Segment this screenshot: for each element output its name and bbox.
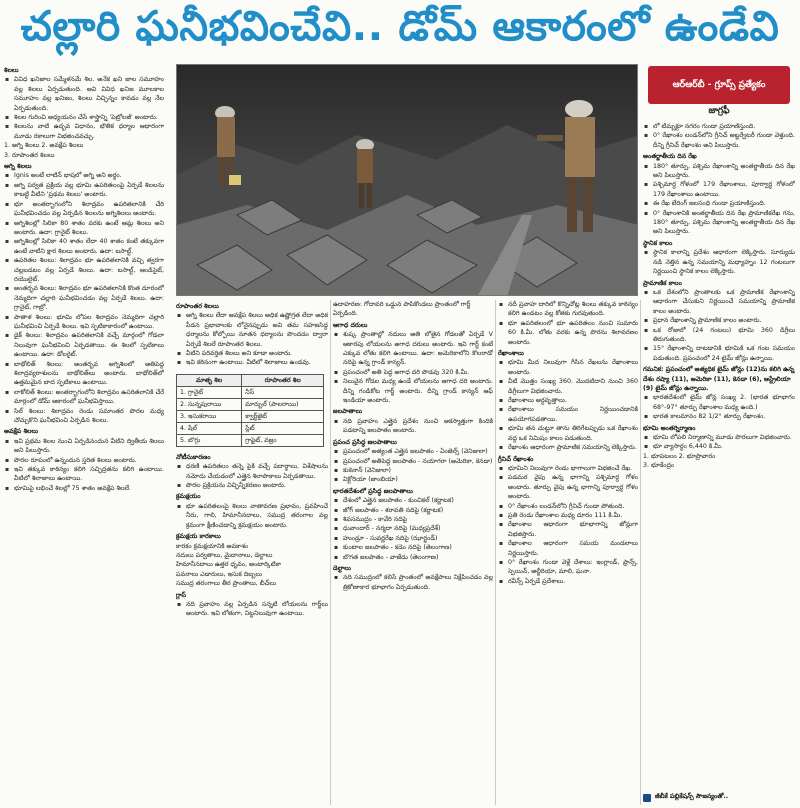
section-heading: ప్రామాణిక కాలం [643,279,682,287]
paragraph: ▪ వీటి మొత్తం సంఖ్య 360. మొదటిదాని నుంచి 360 డిగ్రీలుగా విభజించారు. [498,377,638,396]
table-header: మాతృ శిల [177,374,242,386]
credit-text: జీబీకే పబ్లికేషన్స్ సౌజన్యంతో.. [655,793,729,800]
table-row [177,398,324,410]
table-row [177,410,324,422]
paragraph: ▪ రవీన్స్ ఏర్పడే ప్రదేశాలు. [498,577,638,586]
paragraph: ▪ భూ ఉపరితలంపై శిలలు వాతావరణ ప్రభావం, ప్రవహించే నీరు, గాలి, హిమానీనదాలు, సముద్ర తరంగాల వల్ల క్రమంగా క్షీణించడాన్ని క్రమక్షయం అంటారు. [176,502,328,530]
paragraph: ▪ దేశంలో ఎత్తైన జలపాతం - కుంచికల్ (కర్ణాటక) [333,496,493,505]
paragraph: ▪ ప్రధాన రేఖాంశాన్ని ప్రామాణిక కాలం అంటారు. [643,316,795,325]
paragraph: 3. రూపాంతర శిలలు [4,151,55,159]
paragraph: పవనాలు ఎడారులు, ఇసుక దిబ్బలు [176,570,262,578]
paragraph: ▪ భారతదేశంలో టైమ్ జోన్ల సంఖ్య 2. (భారత భూభాగం 68°-97° తూర్పు రేఖాంశాల మధ్య ఉంది.) [643,393,795,412]
paragraph: ▪ శుష్క ప్రాంతాల్లో నదులు అతి లోతైన గోడలతో ఏర్పడే V ఆకారపు లోయలను అగాధ దరులు అంటారు. ఇవి గార్జ్ కంటే ఎక్కువ లోతు కలిగి ఉంటాయి. ఉదా: అమెరికాలోని కొలరాడో నదిపై ఉన్న గ్రాండ్ కాన్యన్. [333,330,493,368]
paragraph: ▪ ప్రపంచంలో అతిపెద్ద జలపాతం - నయాగరా (అమెరికా, కెనడా) [333,457,493,466]
paragraph: ▪ బాథోలిత్ శిలలు: అంతర్భవ అగ్నిశిలలో అతిపెద్ద శిలాద్రవ్యరాశులను బాథోలిత్‌లు అంటారు. బాథోలిత్‌లో ఉత్తమమైన బాద స్ఫటికాలు ఉంటాయి. [4,360,164,388]
paragraph: 1. భూపటలం 2. భూప్రావారం [643,452,716,460]
rock-transformation-table [176,374,324,447]
table-cell: 4. షేల్ [177,422,242,434]
publisher-credit [643,790,795,805]
paragraph: ▪ పశ్చిమార్ధ గోళంలో 179 రేఖాంశాలు, పూర్వార్ధ గోళంలో 179 రేఖాంశాలు ఉంటాయి. [643,180,795,199]
paragraph: ▪ వీటిని పరివర్తిత శిలలు అని కూడా అంటారు. [176,349,328,358]
column-divider [495,300,496,805]
section-heading: అంతర్జాతీయ దిన రేఖ [643,153,697,161]
paragraph: ▪ 180° తూర్పు, పశ్చిమ రేఖాంశాన్ని అంతర్జాతీయ దిన రేఖ అని పిలుస్తారు. [643,162,795,181]
article-column-1 [4,64,164,804]
paragraph: ▪ లాకోలిత్ శిలలు: అంతర్భాగంలోని శిలాద్రవం ఉపరితలానికి చేరే మార్గంలో డోమ్ ఆకారంలో ఘనీభవిస్తాయి. [4,388,164,407]
section-heading: జలపాతాలు [333,408,363,416]
paragraph: ▪ 0° రేఖాంశం గుండా వెళ్లే దేశాలు: ఇంగ్లాండ్, ఫ్రాన్స్, స్పెయిన్, అల్జీరియా, మాలి, ఘనా. [498,558,638,577]
paragraph: ▪ నది ప్రవాహం ఎత్తైన ప్రదేశం నుంచి అకస్మాత్తుగా కిందికి పడటాన్ని జలపాతం అంటారు. [333,417,493,436]
section-heading: గమనిక: ప్రపంచంలో అత్యధిక టైమ్ జోన్లు (12)ను కలిగి ఉన్న దేశం రష్యా (11), అమెరికా (11), కెనడా (6), ఆస్ట్రేలియా (9) టైమ్ జోన్లు ఉన్నాయి. [643,366,795,392]
section-heading: క్రమక్షయ కారకాలు [176,533,221,541]
paragraph: ▪ పొరల రూపంలో ఉన్నందున స్తరిత శిలలు అంటారు. [4,456,164,465]
publisher-logo-icon [643,794,651,802]
paragraph: ▪ ఉపరితల శిలలు: శిలాద్రవం భూ ఉపరితలానికి వచ్చి త్వరగా చల్లబడటం వల్ల ఏర్పడే శిలలు. ఉదా: బసాల్ట్, ఆండిసైట్, రయొలైట్. [4,256,164,284]
paragraph: ▪ అగ్నిశిలల్లో సిలికా 80 శాతం వరకు ఉంటే ఆమ్ల శిలలు అని అంటారు. ఉదా: గ్రానైట్ శిలలు. [4,219,164,238]
paragraph: ▪ లో టిమ్బక్టూ నగరం గుండా ప్రయాణిస్తుంది. [643,122,795,131]
table-header: రూపాంతర శిల [242,374,324,386]
paragraph: ▪ 0° రేఖాంశానికి అంతర్జాతీయ దిన రేఖ ప్రామాణికరేఖ గను, 180° తూర్పు, పశ్చిమ రేఖాంశాన్ని అంతర్జాతీయ దిన రేఖ అని పిలుస్తారు. [643,209,795,237]
paragraph: ▪ భూమి లోపలి నిర్మాణాన్ని మూడు పొరలుగా విభజించారు. [643,433,795,442]
paragraph: ▪ ధువాందార్ - నర్మదా నదిపై (మధ్యప్రదేశ్) [333,524,493,533]
paragraph: ▪ సిల్ శిలలు: శిలాద్రవం రెండు సమాంతర పొరల మధ్య చొచ్చుకొని ఘనీభవించి ఏర్పడిన శిలలు. [4,407,164,426]
paragraph: ▪ ఇవి కఠినంగా ఉంటాయి. వీటిలో శిలాజాలు ఉండవు. [176,358,328,367]
paragraph: ▪ అగ్నిశిలల్లో సిలికా 40 శాతం లేదా 40 శాతం కంటే తక్కువగా ఉంటే వాటిని క్షార శిలలు అంటారు. ఉదా: బసాల్ట్. [4,237,164,256]
article-column-3 [333,300,493,805]
table-row [177,386,324,398]
paragraph: 1. అగ్ని శిలలు 2. అవక్షేప శిలలు [4,142,84,150]
table-cell: 2. సున్నపురాయి [177,398,242,410]
table-cell: మార్బుల్ (పాలరాయి) [242,398,324,410]
section-heading: అగాధ దరులు [333,321,368,329]
section-heading: అవక్షేప శిలలు [4,428,39,436]
paragraph: ▪ రేఖాంశాల ఆధారంగా భూభాగాన్ని జోన్లుగా విభజిస్తారు. [498,520,638,539]
headline: చల్లారి ఘనీభవించేవి.. డోమ్ ఆకారంలో ఉండేవి [20,2,780,50]
paragraph: ▪ ఒక దేశంలోని ప్రాంతాలకు ఒక ప్రామాణిక రేఖాంశాన్ని ఆధారంగా చేసుకుని నిర్ణయించే సమయాన్ని ప్రామాణిక కాలం అంటారు. [643,288,795,316]
section-heading: ప్రపంచ ప్రసిద్ధ జలపాతాలు [333,438,397,446]
series-ribbon: ఆర్ఆర్‌బీ - గ్రూప్స్ ప్రత్యేకం [648,66,790,104]
paragraph: ▪ భూ ఉపరితలంలో భూ ఉపరితలం నుంచి సుమారు 60 కి.మీ. లోతు వరకు ఉన్న పొరను శిలావరణం అంటారు. [498,319,638,347]
paragraph: ▪ నది సముద్రంలో కలిసే ప్రాంతంలో అవక్షేపాలు నిక్షేపించడం వల్ల త్రికోణాకార భూభాగం ఏర్పడుతుంది. [333,573,493,592]
paragraph: హిమానీనదాలు ఉత్తర ధృవం, అంటార్కిటికా [176,561,282,569]
column-divider [640,300,641,805]
paragraph: ▪ నదీ ప్రవాహ దారిలో కొన్నిచోట్ల శిలలు తక్కువ కాఠిన్యం కలిగి ఉండటం వల్ల కోతకు గురవుతుంది. [498,300,638,319]
paragraph: ▪ ఈ రేఖ బేరింగ్ జలసంధి గుండా ప్రయాణిస్తుంది. [643,199,795,208]
paragraph: ▪ జోగ్ జలపాతం - శరావతి నదిపై (కర్ణాటక) [333,506,493,515]
article-column-2 [176,300,328,805]
paragraph: ▪ డైక్ శిలలు: శిలాద్రవం ఉపరితలానికి వచ్చే మార్గంలో గోడలా నిలువుగా ఘనీభవించి ఏర్పడతాయి. ఈ శిలలో స్ఫటికాలు ఉంటాయి. ఉదా: డోలరైట్. [4,331,164,359]
paragraph: ▪ Ignis అంటే లాటిన్ భాషలో అగ్ని అని అర్థం. [4,171,164,180]
paragraph: ▪ భూమి తన చుట్టూ తాను తిరిగేటప్పుడు ఒక రేఖాంశం వద్ద ఒక నిమిషం కాలం పడుతుంది. [498,424,638,443]
table-cell: గ్రాఫైట్, వజ్రం [242,434,324,446]
table-cell: నీస్ [242,386,324,398]
paragraph: ▪ ప్రపంచంలో అతి పెద్ద అగాధ దరి పొడవు 320 కి.మీ. [333,368,493,377]
paragraph: సముద్ర తరంగాలు తీర ప్రాంతాలు, బీచ్‌లు [176,580,277,588]
paragraph: నదులు పర్వతాలు, మైదానాలు, డెల్టాలు [176,551,273,559]
section-heading: గ్రీనిచ్ రేఖాంశం [498,455,534,463]
table-cell: 5. బొగ్గు [177,434,242,446]
table-row [177,434,324,446]
paragraph: ▪ అంతర్భవ శిలలు: శిలాద్రవం భూ ఉపరితలానికి కొంత దూరంలో నెమ్మదిగా చల్లారి ఘనీభవించడం వల్ల ఏర్పడే శిలలు. ఉదా: గ్రానైట్, గాబ్రో. [4,284,164,312]
paragraph: ▪ ప్రపంచంలో అత్యంత ఎత్తైన జలపాతం - ఏంజెల్స్ (వెనిజులా) [333,447,493,456]
paragraph: ▪ కుకెనాన్ (వెనిజులా) [333,466,493,475]
paragraph: ▪ బొగత జలపాతం - వాజేడు (తెలంగాణ) [333,553,493,562]
section-heading: రేఖాంశాలు [498,350,524,358]
paragraph: ▪ ఒక రోజులో (24 గంటలు) భూమి 360 డిగ్రీలు తిరుగుతుంది. [643,326,795,345]
paragraph: ▪ 15° రేఖాంశాన్ని దాటడానికి భూమికి ఒక గంట సమయం పడుతుంది. ప్రపంచంలో 24 టైమ్ జోన్లు ఉన్నాయి. [643,344,795,363]
paragraph: ▪ శివసముద్రం - కావేరి నదిపై [333,515,493,524]
paragraph: ▪ ఇవి ప్రథమ శిలల నుంచి ఏర్పడినందున వీటిని ద్వితీయ శిలలు అని పిలుస్తారు. [4,437,164,456]
paragraph: ▪ 0° రేఖాంశం లండన్‌లోని గ్రీనిచ్ అబ్జర్వేటరీ గుండా వెళ్తుంది. దీన్ని గ్రీనిచ్ రేఖాంశం అని పిలుస్తారు. [643,131,795,150]
paragraph: ▪ శిలలను వాటి ఉద్భవ విధానం, భౌతిక ధర్మాల ఆధారంగా మూడు రకాలుగా విభజించవచ్చు. [4,122,164,141]
table-row [177,422,324,434]
paragraph: ▪ ప్రతి రెండు రేఖాంశాల మధ్య దూరం 111 కి.మీ. [498,511,638,520]
paragraph: ▪ వివిధ ఖనిజాల సమ్మేళనమే శిల. అనేక ఖని జాల సమూహం వల్ల శిలలు ఏర్పడుతుంది. అవి వివిధ ఖనిజ మూలకాల సమూహం వల్ల ఖనిజం, శిలలు విచ్ఛిన్నం కావడం వల్ల నేల ఏర్పడుతుంది. [4,75,164,113]
section-heading: భారతదేశంలో ప్రసిద్ధ జలపాతాలు [333,487,413,495]
paragraph: ▪ ధరణి ఉపరితలం తన్నె పైకి వచ్చే పదార్థాలు, విశేషాలను నమోదు చేయడంలో ఎత్తైన శిలాపాకాలు ఏర్పడతాయి. [176,462,328,481]
paragraph: ▪ నది ప్రవాహం వల్ల ఏర్పడిన సన్నటి లోయలను గార్జ్‌లు అంటారు. ఇవి లోతుగా, నిట్టనిలువుగా ఉంటాయి. [176,600,328,619]
paragraph: ▪ భూమిని నిలువుగా రెండు భాగాలుగా విభజించే రేఖ. [498,464,638,473]
paragraph: ▪ 0° రేఖాంశం లండన్‌లోని గ్రీనిచ్ గుండా పోతుంది. [498,502,638,511]
paragraph: ▪ కుంటాల జలపాతం - కడెం నదిపై (తెలంగాణ) [333,543,493,552]
table-cell: 3. ఇసుకరాయి [177,410,242,422]
section-heading: గ్లాస్ [176,591,187,599]
paragraph: ▪ భారత కాలమానం 82 1/2° తూర్పు రేఖాంశం. [643,412,795,421]
paragraph: ▪ రేఖాంశాల ఆధారంగా సమయ మండలాలు నిర్ణయిస్తారు. [498,539,638,558]
paragraph: ▪ అగ్ని పర్వత ప్రక్రియ వల్ల భూమి ఉపరితలంపై ఏర్పడే శిలలను కాబట్టి వీటిని 'ప్రథమ శిలలు' అంటారు. [4,181,164,200]
article-column-4 [498,300,638,805]
paragraph: కారకం క్రమక్షయానికి అవకాశం [176,542,249,550]
paragraph: ▪ రేఖాంశాలు అర్ధవృత్తాలు. [498,396,638,405]
paragraph: ▪ భూ అంతర్భాగంలోని శిలాద్రవం ఉపరితలానికి చేరి ఘనీభవించడం వల్ల ఏర్పడిన శిలలను అగ్నిశిలలు అంటారు. [4,200,164,219]
section-heading: రూపాంతర శిలలు [176,303,219,310]
paragraph: ▪ రేఖాంశం ఆధారంగా ప్రామాణిక సమయాన్ని లెక్కిస్తారు. [498,443,638,452]
article-column-5 [643,122,795,787]
coal-mine-illustration [177,65,638,296]
section-heading: స్థానిక కాలం [643,239,673,247]
paragraph: ఉదాహరణ: గోదావరి ఒడ్డున పాపికొండలు ప్రాంతంలో గార్జ్ ఏర్పడింది. [333,301,471,318]
column-divider [330,300,331,805]
paragraph: ▪ భూ వ్యాసార్ధం 6,440 కి.మీ. [643,442,795,451]
paragraph: 3. భూకేంద్రం [643,462,675,470]
paragraph: ▪ నిలువైన గోడల మధ్య ఉండే లోయలను ఆగాధ దరి అంటారు. దీన్ని గండికోట గార్జ్ అంటారు. దీన్ని గ్రాండ్ కాన్యన్ ఆఫ్ ఇండియా అంటారు. [333,377,493,405]
paragraph: ▪ హుండ్రూ - సువర్ణరేఖ నదిపై (ఝార్ఖండ్) [333,534,493,543]
paragraph: ▪ ఇవి తక్కువ కాఠిన్యం కలిగి సచ్ఛిద్రతను కలిగి ఉంటాయి. వీటిలో శిలాజాలు ఉంటాయి. [4,465,164,484]
paragraph: ▪ అగ్ని శిలలు లేదా అవక్షేప శిలలు అధిక ఉష్ణోగ్రత లేదా అధిక పీడన ప్రభావాలకు లోనైనప్పుడు అవి తమ సహజసిద్ధ ధర్మాలను కోల్పోయి నూతన ధర్మాలను పొందడం ద్వారా ఏర్పడే శిలలే రూపాంతర శిలలు. [176,311,328,349]
paragraph: ▪ పొరల ప్రక్రియను విచ్ఛిన్నీకరణం అంటారు. [176,481,328,490]
section-heading: అగ్ని శిలలు [4,163,32,171]
paragraph: ▪ విక్టోరియా (జాంబియా) [333,475,493,484]
paragraph: ▪ శిలల గురించి అధ్యయనం చేసే శాస్త్రాన్ని 'పెట్రోలజీ' అంటారు. [4,113,164,122]
table-cell: స్లేట్ [242,422,324,434]
paragraph: ▪ భూమిపై లభించే శిలల్లో 75 శాతం అవక్షేప శిలలే. [4,484,164,493]
table-cell: క్వార్ట్‌జైట్ [242,410,324,422]
section-heading: క్రమక్షయం [176,493,201,501]
paragraph: ▪ పడమర వైపు ఉన్న భాగాన్ని పశ్చిమార్ధ గోళం అంటారు. తూర్పు వైపు ఉన్న భాగాన్ని పూర్వార్ధ గోళం అంటారు. [498,473,638,501]
section-heading: భూమి అంతర్నిర్మాణం [643,424,696,432]
subject-label: జాగ్రఫీ [708,106,730,116]
section-heading: శిలలు [4,67,19,74]
section-heading: డెల్టాలు [333,564,351,572]
mine-photo [176,64,638,296]
paragraph: ▪ రేఖాంశాలు సమయం నిర్ణయించడానికి ఉపయోగపడతాయి. [498,405,638,424]
paragraph: ▪ స్థానిక కాలాన్ని ప్రదేశం ఆధారంగా లెక్కిస్తారు. సూర్యుడు నడి నెత్తిన ఉన్న సమయాన్ని మధ్యాహ్నం 12 గంటలుగా నిర్ణయించి స్థానిక కాలం లెక్కిస్తారు. [643,248,795,276]
section-heading: నోటీసుకారణం [176,453,211,461]
table-cell: 1. గ్రానైట్ [177,386,242,398]
paragraph: ▪ భూమి మీద నిలువుగా గీసిన రేఖలను రేఖాంశాలు అంటారు. [498,358,638,377]
paragraph: ▪ పాతాళ శిలలు: భూమి లోపల శిలాద్రవం నెమ్మదిగా చల్లారి ఘనీభవించి ఏర్పడే శిలలు. ఇవి స్ఫటికాకారంలో ఉంటాయి. [4,313,164,332]
